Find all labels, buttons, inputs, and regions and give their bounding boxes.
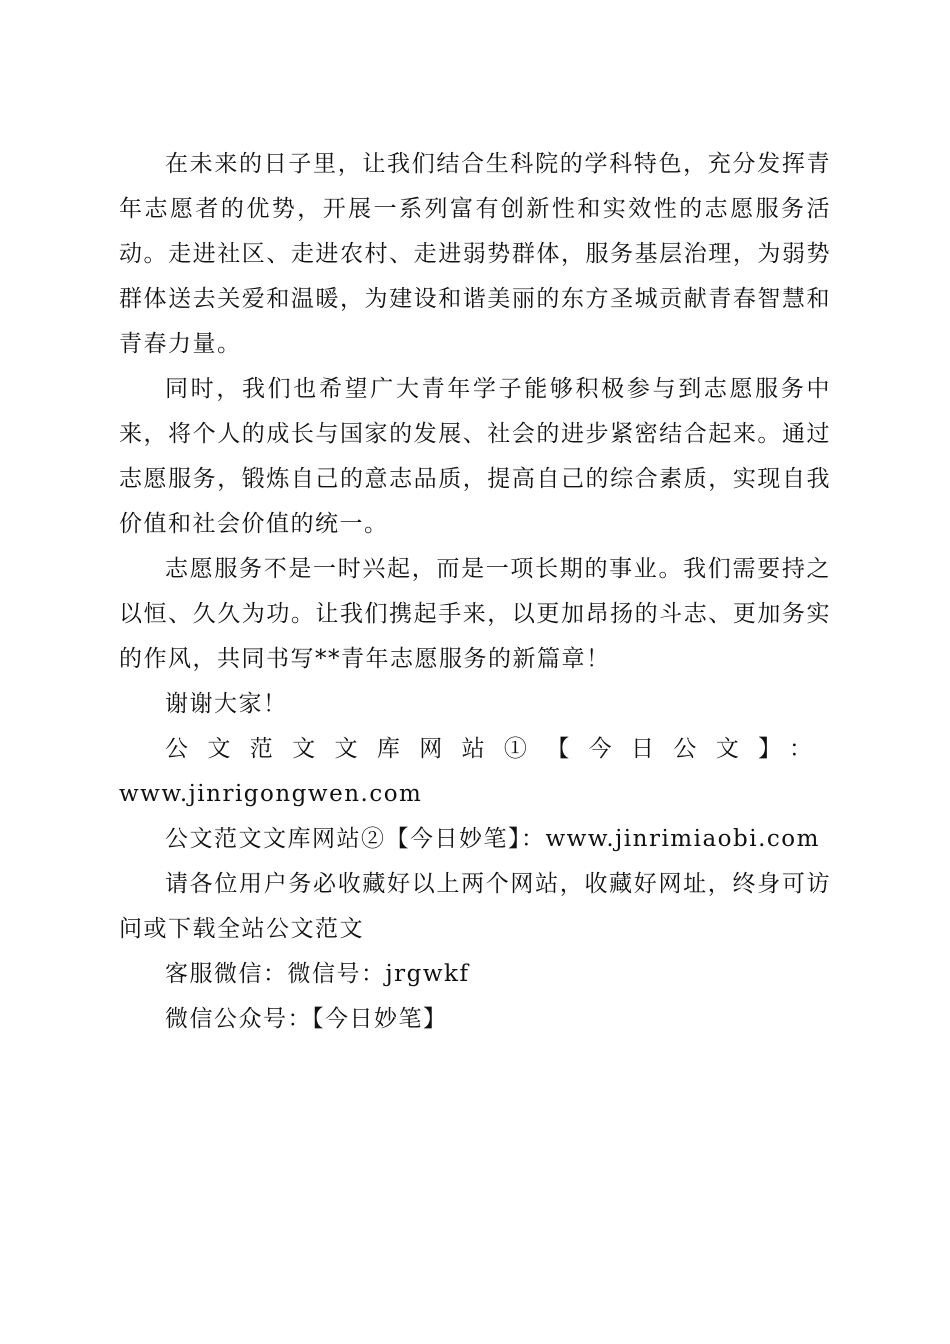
document-body xyxy=(119,142,831,1042)
wechat-official-line: 微信公众号：【今日妙笔】 xyxy=(165,1006,448,1032)
wechat-service-line: 客服微信：微信号：jrgwkf xyxy=(165,961,470,987)
site2-line: 公文范文文库网站②【今日妙笔】：www.jinrimiaobi.com xyxy=(165,826,820,852)
paragraph-long-term: 志愿服务不是一时兴起，而是一项长期的事业。我们需要持之以恒、久久为功。让我们携起手来，以更加昂扬的斗志、更加务实的作风，共同书写**青年志愿服务的新篇章！ xyxy=(119,556,831,672)
paragraph-hope: 同时，我们也希望广大青年学子能够积极参与到志愿服务中来，将个人的成长与国家的发展、社会的进步紧密结合起来。通过志愿服务，锻炼自己的意志品质，提高自己的综合素质，实现自我价值和社会价值的统一。 xyxy=(119,376,831,537)
notice-line: 请各位用户务必收藏好以上两个网站，收藏好网址，终身可访问或下载全站公文范文 xyxy=(119,871,831,942)
site1-line xyxy=(119,727,831,817)
paragraph-thanks: 谢谢大家！ xyxy=(165,691,288,717)
site1-label: 公文范文文库网站①【今日公文】： xyxy=(165,736,831,762)
site1-url[interactable]: www.jinrigongwen.com xyxy=(119,781,423,807)
paragraph-future: 在未来的日子里，让我们结合生科院的学科特色，充分发挥青年志愿者的优势，开展一系列富有创新性和实效性的志愿服务活动。走进社区、走进农村、走进弱势群体，服务基层治理，为弱势群体送去关爱和温暖，为建设和谐美丽的东方圣城贡献青春智慧和青春力量。 xyxy=(119,151,831,357)
